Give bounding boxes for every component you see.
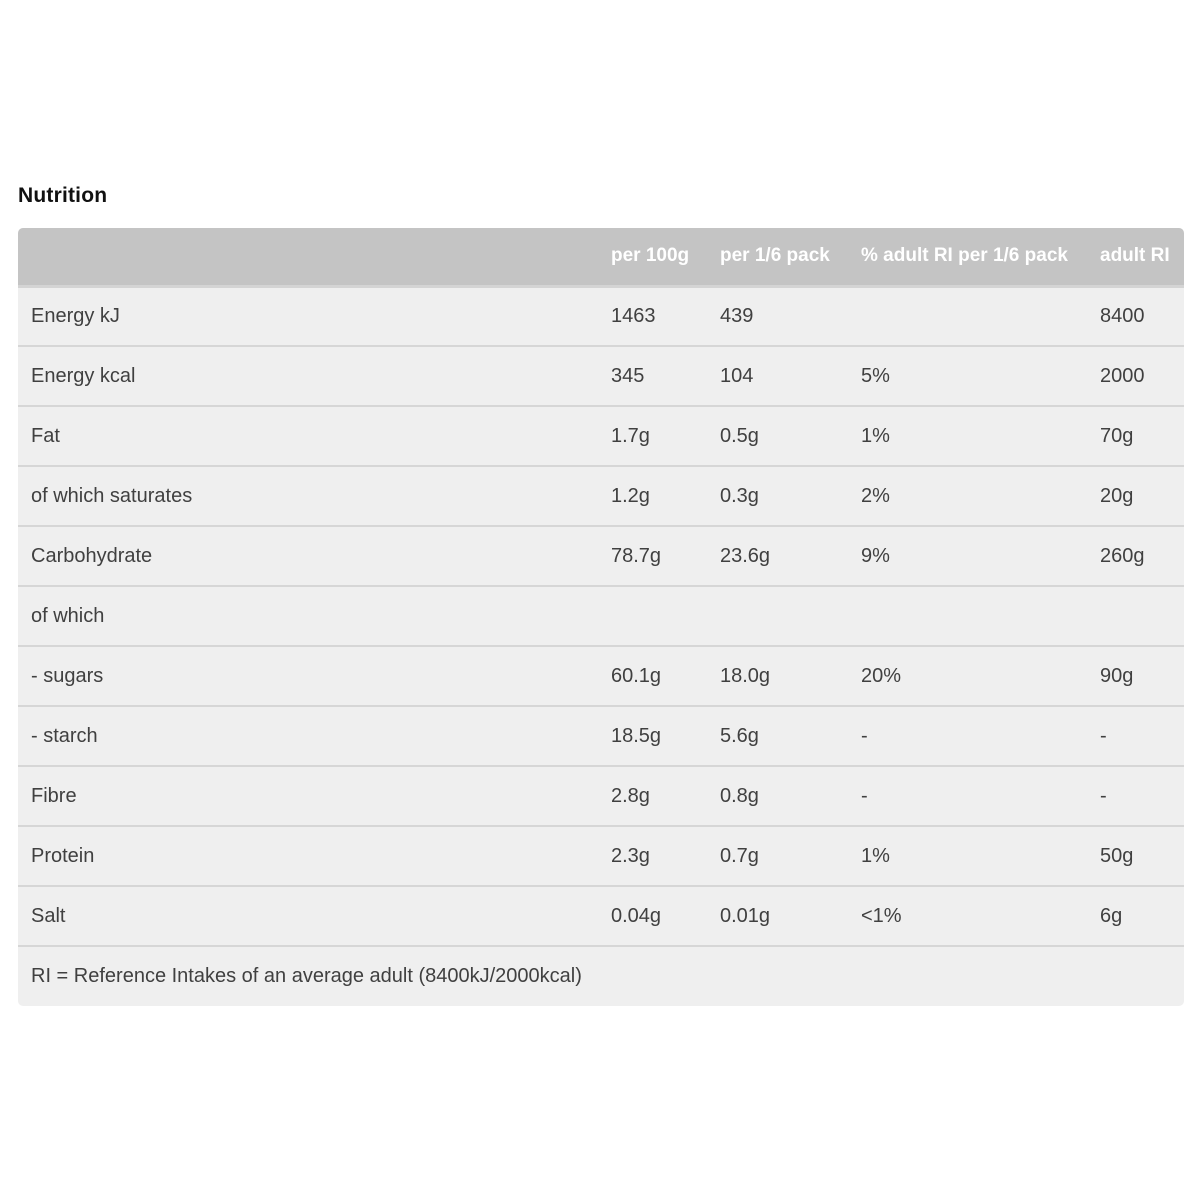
table-row: [18, 346, 1184, 406]
nutrition-table-container: [18, 228, 1184, 1006]
value-per-100g: 78.7g: [611, 544, 662, 567]
nutrient-name: Fat: [31, 424, 60, 447]
nutrient-name: Carbohydrate: [31, 544, 153, 567]
value-adult-ri: 260g: [1100, 544, 1145, 567]
value-adult-ri: 2000: [1100, 364, 1145, 387]
nutrient-name: Energy kcal: [31, 364, 136, 387]
value-per-pack: 0.3g: [720, 484, 759, 507]
value-per-pack: 0.8g: [720, 784, 759, 807]
value-per-pack: 0.5g: [720, 424, 759, 447]
value-per-pack: 18.0g: [720, 664, 771, 687]
value-pct-ri: 9%: [861, 544, 890, 567]
value-pct-ri: -: [861, 784, 868, 807]
value-per-100g: 60.1g: [611, 664, 662, 687]
header-nutrient: [18, 228, 598, 286]
value-pct-ri: 1%: [861, 844, 890, 867]
value-per-pack: 0.7g: [720, 844, 759, 867]
value-adult-ri: 8400: [1100, 304, 1145, 327]
value-pct-ri: 20%: [861, 664, 902, 687]
value-per-100g: 2.8g: [611, 784, 650, 807]
footnote-row: [18, 946, 1184, 1006]
value-per-100g: 18.5g: [611, 724, 662, 747]
value-adult-ri: -: [1100, 724, 1107, 747]
footnote-text: RI = Reference Intakes of an average adult (8400kJ/2000kcal): [31, 965, 582, 987]
value-per-100g: 345: [611, 364, 645, 387]
table-row: [18, 586, 1184, 646]
value-pct-ri: 1%: [861, 424, 890, 447]
nutrient-name: Protein: [31, 844, 95, 867]
value-pct-ri: 5%: [861, 364, 890, 387]
nutrient-name: Salt: [31, 904, 66, 927]
nutrition-table: [18, 228, 1184, 1006]
table-row: [18, 286, 1184, 346]
table-row: [18, 526, 1184, 586]
value-per-pack: 439: [720, 304, 754, 327]
value-per-100g: 1463: [611, 304, 656, 327]
value-per-100g: 2.3g: [611, 844, 650, 867]
section-title: Nutrition: [18, 184, 108, 207]
nutrient-name: Fibre: [31, 784, 77, 807]
value-pct-ri: 2%: [861, 484, 890, 507]
nutrient-name: - starch: [31, 724, 98, 747]
nutrient-name: - sugars: [31, 664, 104, 687]
value-per-pack: 104: [720, 364, 754, 387]
header-row: [18, 228, 1184, 286]
value-per-pack: [707, 586, 848, 646]
table-row: [18, 646, 1184, 706]
table-header: [18, 228, 1184, 286]
table-row: [18, 406, 1184, 466]
header-per-100g: per 100g: [598, 228, 707, 286]
header-per-pack: per 1/6 pack: [707, 228, 848, 286]
value-adult-ri: 50g: [1100, 844, 1134, 867]
table-row: [18, 886, 1184, 946]
table-body: [18, 286, 1184, 1006]
table-row: [18, 826, 1184, 886]
nutrient-name: of which saturates: [31, 484, 193, 507]
value-adult-ri: 6g: [1100, 904, 1123, 927]
value-adult-ri: 20g: [1100, 484, 1134, 507]
table-row: [18, 766, 1184, 826]
table-row: [18, 706, 1184, 766]
nutrient-name: Energy kJ: [31, 304, 120, 327]
value-per-100g: [598, 586, 707, 646]
header-pct-ri: % adult RI per 1/6 pack: [848, 228, 1087, 286]
value-adult-ri: [1087, 586, 1184, 646]
value-pct-ri: <1%: [861, 904, 902, 927]
table-row: [18, 466, 1184, 526]
value-per-100g: 1.2g: [611, 484, 650, 507]
value-per-100g: 0.04g: [611, 904, 662, 927]
value-per-pack: 23.6g: [720, 544, 771, 567]
value-per-100g: 1.7g: [611, 424, 650, 447]
value-adult-ri: 70g: [1100, 424, 1134, 447]
nutrient-name: of which: [31, 604, 105, 627]
value-pct-ri: [848, 586, 1087, 646]
value-adult-ri: 90g: [1100, 664, 1134, 687]
value-pct-ri: [848, 286, 1087, 346]
value-per-pack: 0.01g: [720, 904, 771, 927]
value-adult-ri: -: [1100, 784, 1107, 807]
value-pct-ri: -: [861, 724, 868, 747]
header-adult-ri: adult RI: [1087, 228, 1184, 286]
value-per-pack: 5.6g: [720, 724, 759, 747]
